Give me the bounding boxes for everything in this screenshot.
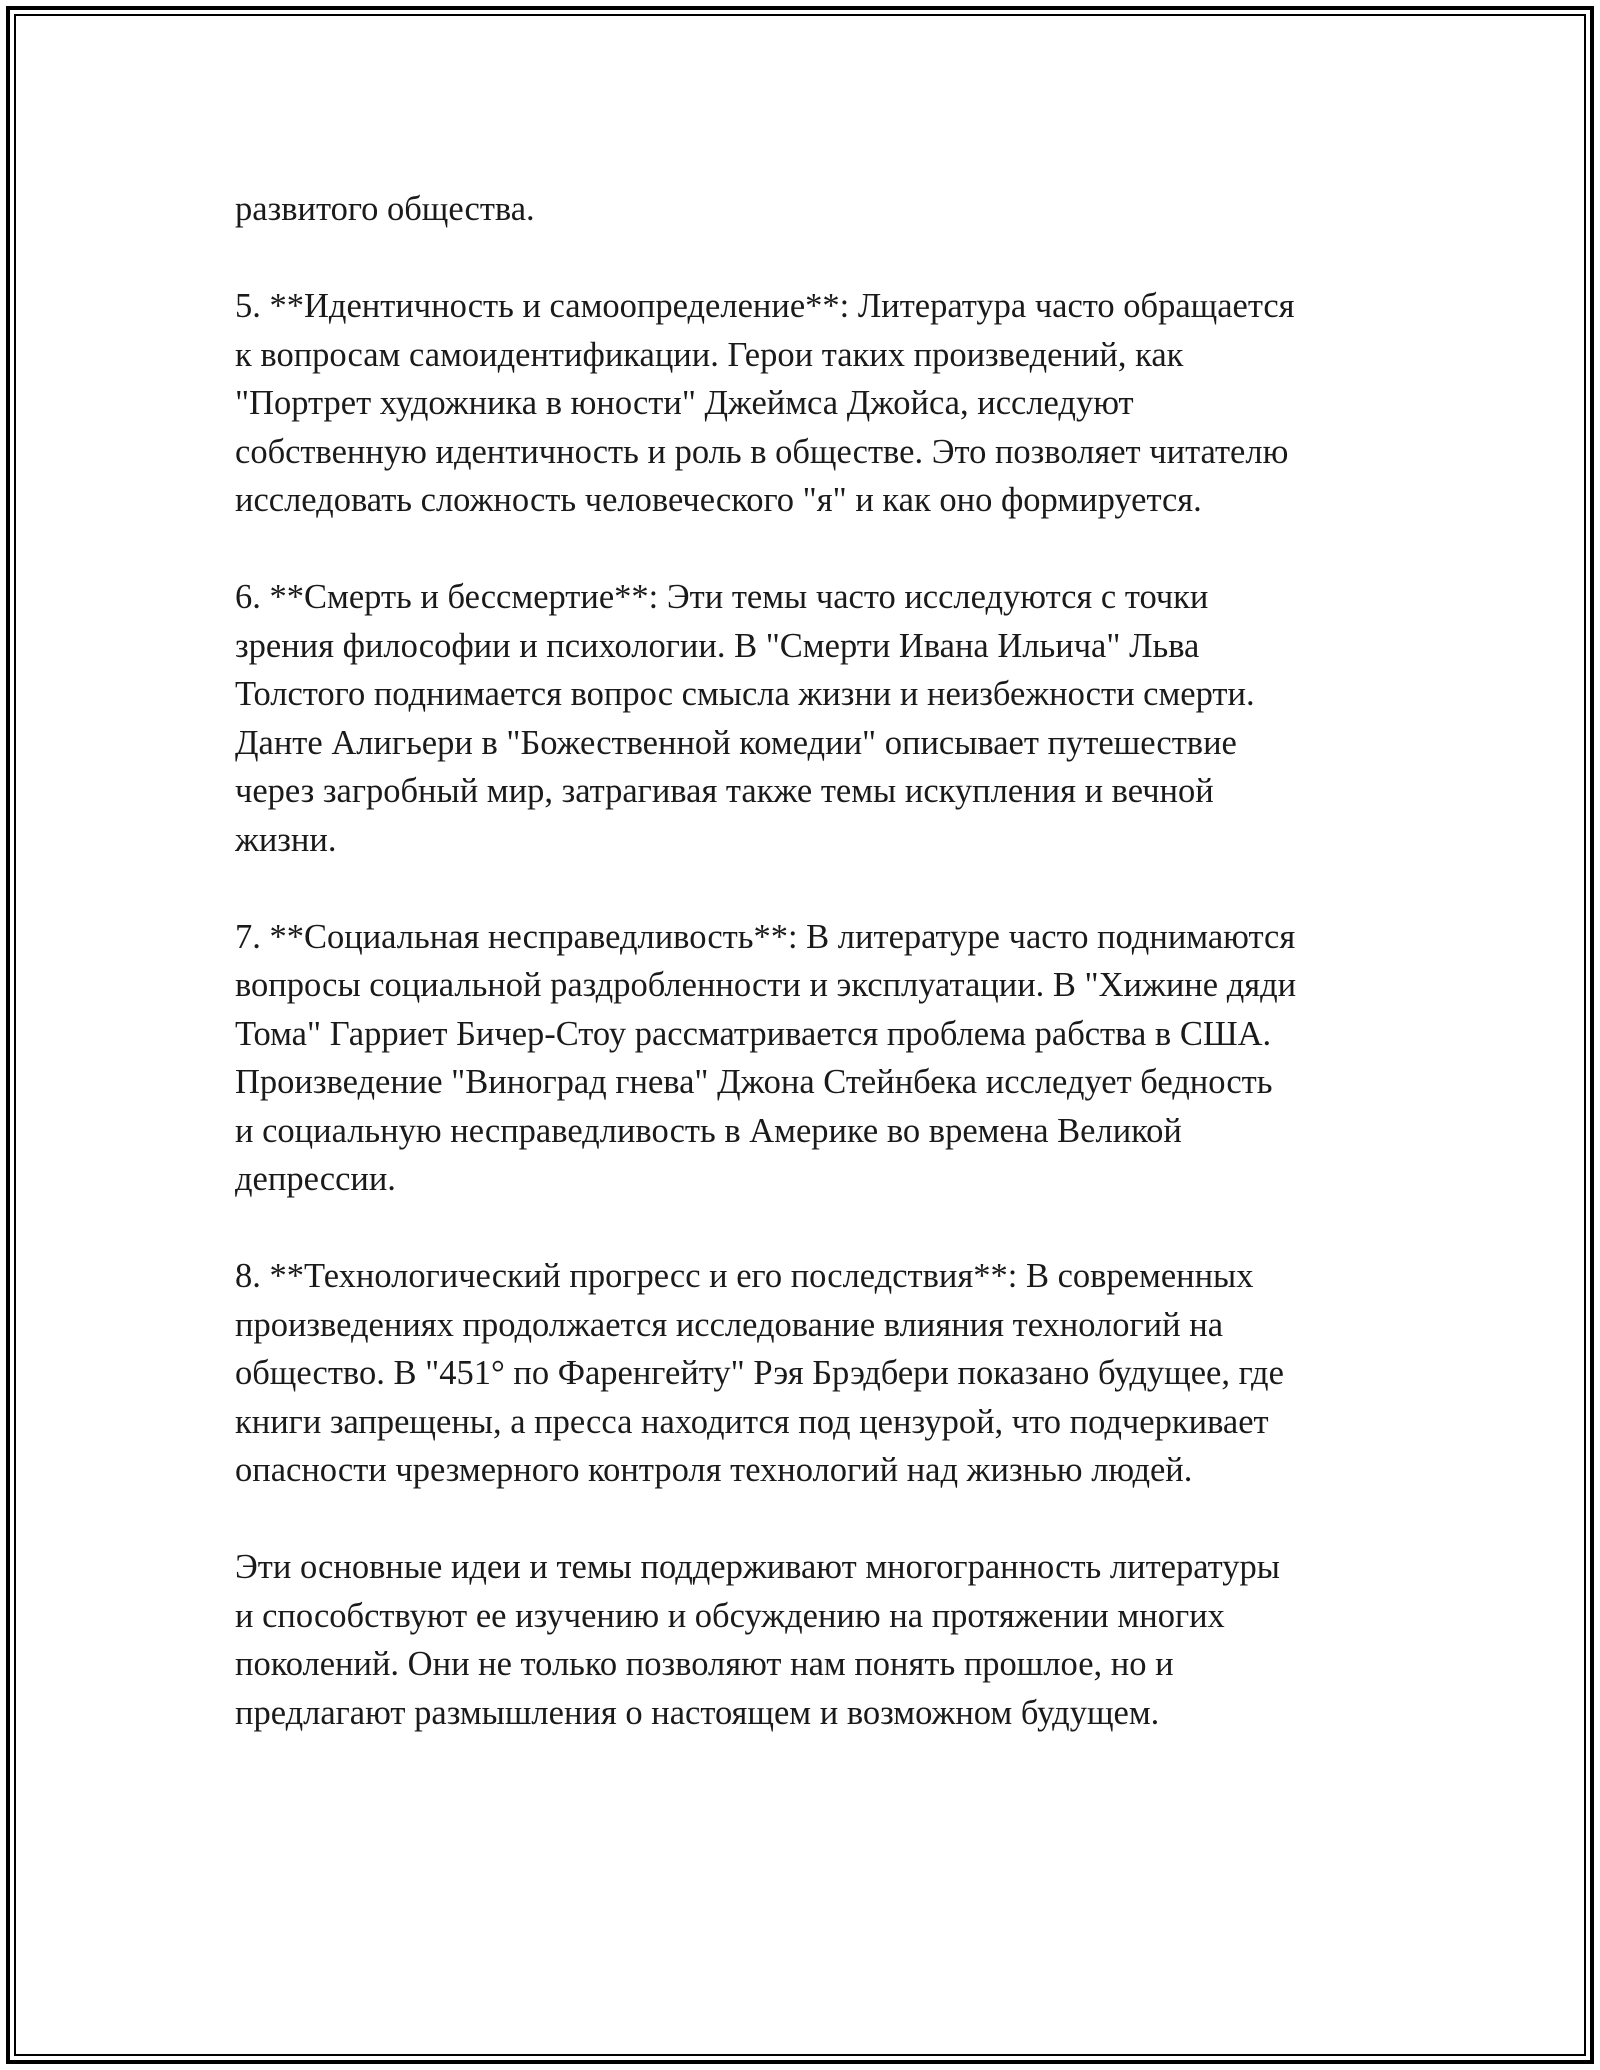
text-line: опасности чрезмерного контроля технологий над жизнью людей. <box>235 1451 1193 1489</box>
text-line: собственную идентичность и роль в обществе. Это позволяет читателю <box>235 432 1289 471</box>
paragraph-item-5 <box>235 282 1395 525</box>
text-line: 7. **Социальная несправедливость**: В литературе часто поднимаются <box>235 917 1296 956</box>
paragraph-intro-tail <box>235 185 1395 234</box>
text-line: Данте Алигьери в "Божественной комедии" описывает путешествие <box>235 723 1237 762</box>
text-line: поколений. Они не только позволяют нам понять прошлое, но и <box>235 1645 1174 1683</box>
text-line: "Портрет художника в юности" Джеймса Джойса, исследуют <box>235 384 1134 422</box>
text-line: Толстого поднимается вопрос смысла жизни и неизбежности смерти. <box>235 675 1255 713</box>
paragraph-item-7 <box>235 913 1395 1204</box>
text-line: 8. **Технологический прогресс и его последствия**: В современных <box>235 1257 1254 1295</box>
text-line: развитого общества. <box>235 190 535 228</box>
text-line: депрессии. <box>235 1160 396 1198</box>
text-line: и способствуют ее изучению и обсуждению на протяжении многих <box>235 1596 1225 1635</box>
document-body <box>235 185 1395 1786</box>
text-line: через загробный мир, затрагивая также темы искупления и вечной <box>235 772 1214 810</box>
text-line: Произведение "Виноград гнева" Джона Стейнбека исследует бедность <box>235 1063 1273 1101</box>
paragraph-item-6 <box>235 573 1395 864</box>
text-line: предлагают размышления о настоящем и возможном будущем. <box>235 1693 1160 1732</box>
text-line: произведениях продолжается исследование влияния технологий на <box>235 1305 1224 1344</box>
text-line: исследовать сложность человеческого "я" и как оно формируется. <box>235 481 1202 519</box>
text-line: книги запрещены, а пресса находится под цензурой, что подчеркивает <box>235 1402 1269 1441</box>
text-line: вопросы социальной раздробленности и эксплуатации. В "Хижине дяди <box>235 966 1297 1004</box>
text-line: 5. **Идентичность и самоопределение**: Литература часто обращается <box>235 287 1295 325</box>
text-line: к вопросам самоидентификации. Герои таких произведений, как <box>235 335 1184 374</box>
paragraph-conclusion <box>235 1543 1395 1737</box>
text-line: и социальную несправедливость в Америке во времена Великой <box>235 1111 1182 1150</box>
text-line: общество. В "451° по Фаренгейту" Рэя Брэдбери показано будущее, где <box>235 1354 1284 1392</box>
text-line: 6. **Смерть и бессмертие**: Эти темы часто исследуются с точки <box>235 578 1209 616</box>
text-line: Эти основные идеи и темы поддерживают многогранность литературы <box>235 1548 1280 1586</box>
paragraph-item-8 <box>235 1252 1395 1495</box>
text-line: зрения философии и психологии. В "Смерти Ивана Ильича" Льва <box>235 626 1200 665</box>
text-line: Тома" Гарриет Бичер-Стоу рассматривается проблема рабства в США. <box>235 1014 1272 1053</box>
text-line: жизни. <box>235 820 337 859</box>
